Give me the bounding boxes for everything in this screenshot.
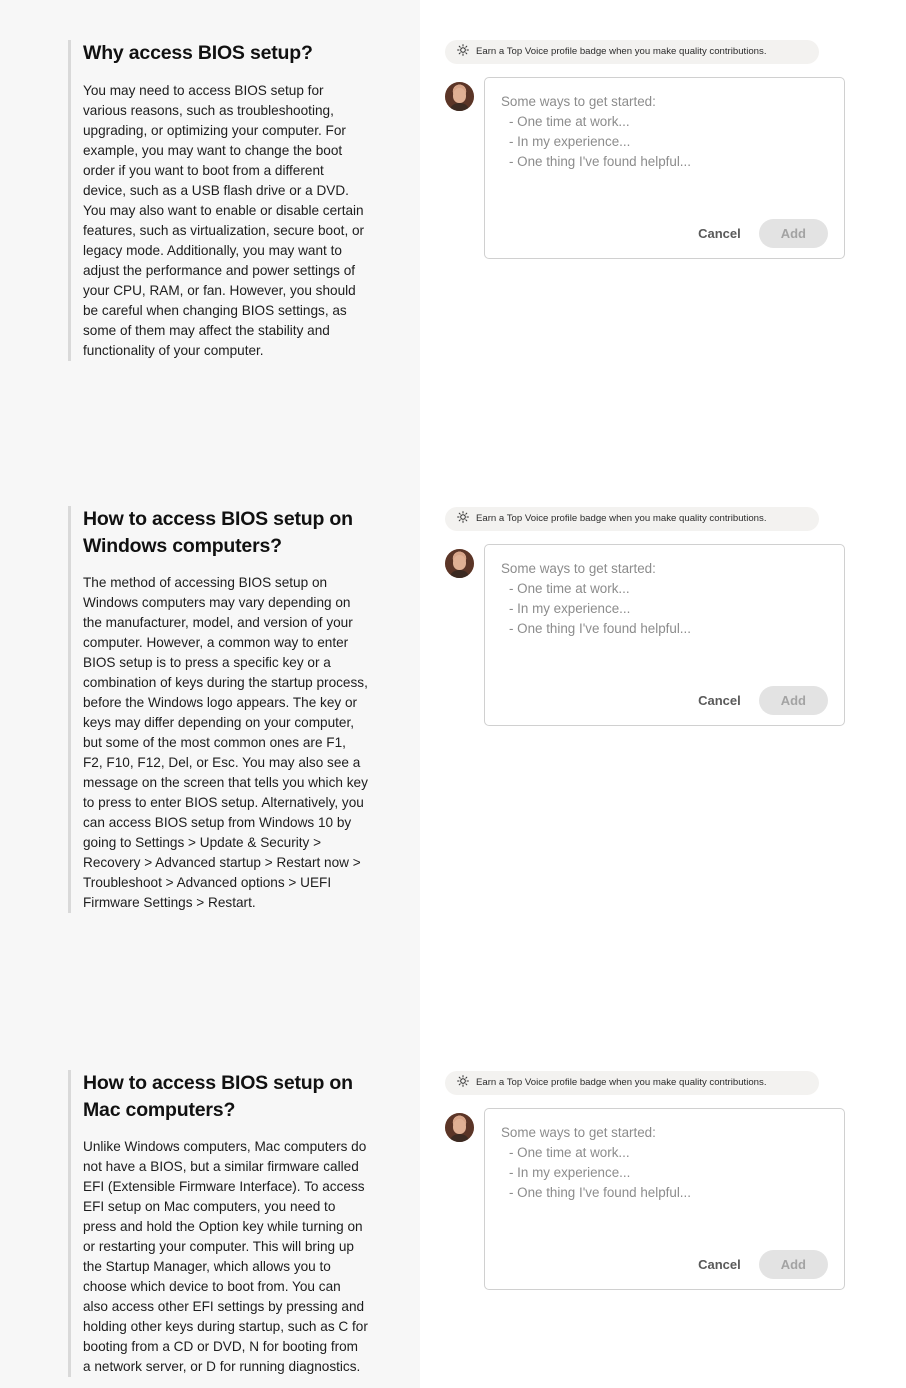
badge-text: Earn a Top Voice profile badge when you make quality contributions. <box>476 46 767 57</box>
avatar[interactable] <box>445 549 474 578</box>
top-voice-badge-banner <box>445 507 819 531</box>
sun-idea-icon <box>457 510 469 528</box>
composer-actions <box>501 1240 828 1279</box>
cancel-button[interactable]: Cancel <box>690 220 749 247</box>
add-button[interactable]: Add <box>759 1250 828 1279</box>
composer-row <box>445 1108 845 1290</box>
section-body: Unlike Windows computers, Mac computers do not have a BIOS, but a similar firmware called EFI (Extensible Firmware Interface). To access EFI setup on Mac computers, you need to press and hold the Option key while turning on or restarting your computer. This will bring up the Startup Manager, which allows you to choose which device to boot from. You can also access other EFI settings by pressing and holding other keys during startup, such as C for booting from a CD or DVD, N for booting from a network server, or D for running diagnostics. <box>83 1139 368 1374</box>
top-voice-badge-banner <box>445 1071 819 1095</box>
comment-composer-block <box>445 40 845 259</box>
placeholder-item: - One time at work... <box>509 581 630 596</box>
section-body: You may need to access BIOS setup for various reasons, such as troubleshooting, upgrading, or optimizing your computer. For example, you may want to change the boot order if you want to boot from a different device, such as a USB flash drive or a DVD. You may also want to enable or disable certain features, such as virtualization, secure boot, or legacy mode. Additionally, you may want to adjust the performance and power settings of your CPU, RAM, or fan. However, you should be careful when changing BIOS settings, as some of them may affect the stability and functionality of your computer. <box>83 82 365 358</box>
placeholder-item: - One thing I've found helpful... <box>509 154 691 169</box>
article-section-2 <box>68 506 368 913</box>
composer-actions <box>501 209 828 248</box>
composer-row <box>445 77 845 259</box>
comment-input[interactable] <box>484 544 845 726</box>
add-button[interactable]: Add <box>759 686 828 715</box>
cancel-button[interactable]: Cancel <box>690 687 749 714</box>
avatar-face <box>453 88 466 103</box>
placeholder-title: Some ways to get started: <box>501 94 656 109</box>
article-pane <box>0 0 420 1388</box>
placeholder-item: - One thing I've found helpful... <box>509 1185 691 1200</box>
composer-placeholder <box>501 559 828 639</box>
avatar-face <box>453 1119 466 1134</box>
sun-idea-icon <box>457 43 469 61</box>
comments-pane <box>420 0 906 1388</box>
avatar[interactable] <box>445 1113 474 1142</box>
placeholder-item: - One time at work... <box>509 114 630 129</box>
badge-text: Earn a Top Voice profile badge when you make quality contributions. <box>476 1077 767 1088</box>
comment-input[interactable] <box>484 77 845 259</box>
placeholder-item: - One time at work... <box>509 1145 630 1160</box>
placeholder-item: - In my experience... <box>509 1165 631 1180</box>
article-section-3 <box>68 1070 368 1377</box>
composer-actions <box>501 676 828 715</box>
comment-composer-block <box>445 507 845 726</box>
placeholder-title: Some ways to get started: <box>501 561 656 576</box>
placeholder-title: Some ways to get started: <box>501 1125 656 1140</box>
add-button[interactable]: Add <box>759 219 828 248</box>
composer-row <box>445 544 845 726</box>
placeholder-item: - In my experience... <box>509 134 631 149</box>
top-voice-badge-banner <box>445 40 819 64</box>
composer-placeholder <box>501 92 828 172</box>
cancel-button[interactable]: Cancel <box>690 1251 749 1278</box>
avatar-face <box>453 555 466 570</box>
section-heading: Why access BIOS setup? <box>83 42 313 64</box>
comment-composer-block <box>445 1071 845 1290</box>
section-body: The method of accessing BIOS setup on Windows computers may vary depending on the manufacturer, model, and version of your computer. However, a common way to enter BIOS setup is to press a specific key or a combination of keys during the startup process, before the Windows logo appears. The key or keys may differ depending on your computer, but some of the most common ones are F1, F2, F10, F12, Del, or Esc. You may also see a message on the screen that tells you which key to press to enter BIOS setup. Alternatively, you can access BIOS setup from Windows 10 by going to Settings > Update & Security > Recovery > Advanced startup > Restart now > Troubleshoot > Advanced options > UEFI Firmware Settings > Restart. <box>83 575 368 910</box>
badge-text: Earn a Top Voice profile badge when you make quality contributions. <box>476 513 767 524</box>
comment-input[interactable] <box>484 1108 845 1290</box>
placeholder-item: - In my experience... <box>509 601 631 616</box>
composer-placeholder <box>501 1123 828 1203</box>
avatar[interactable] <box>445 82 474 111</box>
section-heading: How to access BIOS setup on Windows computers? <box>83 508 353 557</box>
placeholder-item: - One thing I've found helpful... <box>509 621 691 636</box>
sun-idea-icon <box>457 1074 469 1092</box>
article-section-1 <box>68 40 368 361</box>
section-heading: How to access BIOS setup on Mac computers? <box>83 1072 353 1121</box>
